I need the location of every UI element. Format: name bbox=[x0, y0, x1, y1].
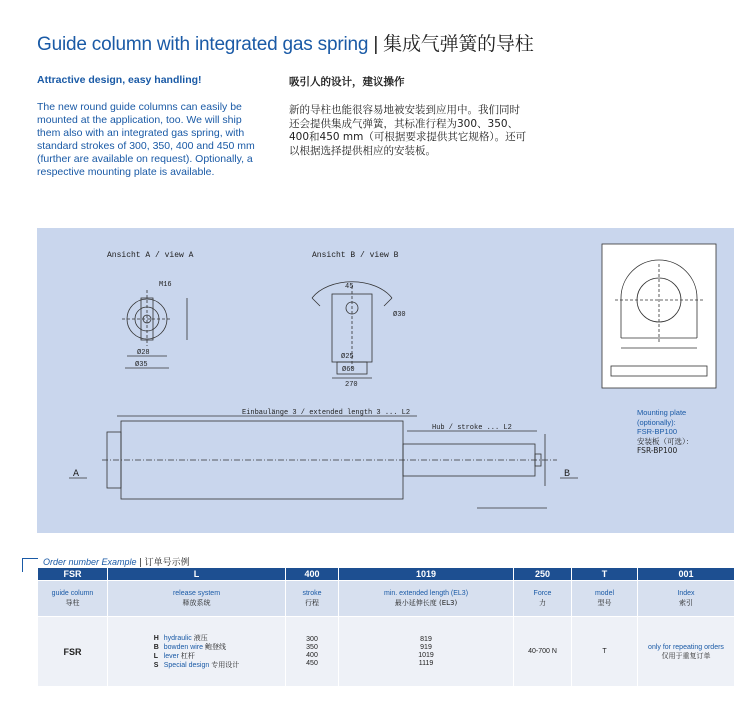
desc-2-cn: 行程 bbox=[305, 598, 319, 607]
view-b-caption: Ansicht B / view B bbox=[312, 251, 399, 260]
release-b-key: B bbox=[153, 643, 159, 651]
dim-extended-length: Einbaulänge 3 / extended length 3 ... L2 bbox=[242, 409, 411, 417]
technical-drawing bbox=[37, 228, 734, 533]
order-desc-row bbox=[38, 581, 735, 617]
order-example-cn: 订单号示例 bbox=[144, 558, 190, 568]
label-b: B bbox=[564, 469, 571, 480]
view-a-caption: Ansicht A / view A bbox=[107, 251, 194, 260]
view-a-d28: Ø28 bbox=[137, 349, 150, 357]
stroke-2: 400 bbox=[306, 651, 318, 659]
mounting-note-cn-1: 安装板（可选）： bbox=[637, 436, 694, 446]
desc-force bbox=[514, 581, 572, 617]
order-values-row bbox=[38, 617, 735, 687]
view-b-d60: Ø60 bbox=[342, 366, 355, 374]
desc-1-en: release system bbox=[172, 590, 221, 597]
desc-0-en: guide column bbox=[51, 590, 94, 597]
intro-cn bbox=[289, 74, 529, 158]
release-l bbox=[154, 652, 239, 661]
val-index bbox=[638, 617, 735, 687]
intro-cn-body: 新的导柱也能很容易地被安装到应用中。我们同时还会提供集成气弹簧，其标准行程为300、350、400和450 mm（可根据要求提供其它规格）。还可以根据选择提供相应的安装板。 bbox=[289, 104, 527, 157]
order-example-en: Order number Example bbox=[43, 557, 137, 567]
title-separator: | bbox=[373, 34, 379, 55]
release-b-cn: 鲍登线 bbox=[205, 642, 226, 651]
index-en: only for repeating orders bbox=[648, 643, 724, 651]
release-h-key: H bbox=[153, 634, 159, 642]
val-force: 40-700 N bbox=[514, 617, 572, 687]
desc-model bbox=[572, 581, 638, 617]
desc-0-cn: 导柱 bbox=[65, 598, 80, 607]
release-b-en: bowden wire bbox=[163, 643, 204, 651]
code-force: 250 bbox=[514, 568, 572, 581]
page-title bbox=[37, 29, 534, 56]
intro-en bbox=[37, 74, 267, 179]
view-b-arc-end-l bbox=[312, 298, 320, 306]
mounting-note-en-3: FSR-BP100 bbox=[637, 427, 678, 436]
desc-1-cn: 释放系统 bbox=[182, 598, 211, 607]
desc-stroke bbox=[286, 581, 339, 617]
val-code: FSR bbox=[38, 617, 108, 687]
release-l-en: lever bbox=[163, 652, 179, 660]
release-list bbox=[154, 634, 239, 670]
length-list bbox=[339, 636, 513, 668]
desc-guide-column bbox=[38, 581, 108, 617]
desc-5-en: model bbox=[594, 590, 615, 597]
desc-6-cn: 索引 bbox=[679, 598, 693, 607]
code-model: T bbox=[572, 568, 638, 581]
length-0: 819 bbox=[420, 635, 432, 643]
desc-index bbox=[638, 581, 735, 617]
release-h-cn: 液压 bbox=[193, 633, 208, 642]
view-b-d30: Ø30 bbox=[393, 311, 406, 319]
val-strokes bbox=[286, 617, 339, 687]
order-example-sep: | bbox=[139, 558, 143, 568]
mounting-note-en-1: Mounting plate bbox=[637, 408, 687, 417]
mounting-note-cn-2: FSR-BP100 bbox=[637, 446, 678, 455]
mounting-note-en-2: (optionally): bbox=[637, 417, 676, 427]
desc-6-en: Index bbox=[677, 590, 695, 597]
code-length: 1019 bbox=[339, 568, 514, 581]
desc-2-en: stroke bbox=[302, 590, 322, 597]
length-2: 1019 bbox=[418, 651, 434, 659]
order-code-row bbox=[38, 568, 735, 581]
release-s bbox=[154, 661, 239, 670]
intro-en-heading: Attractive design, easy handling! bbox=[37, 74, 202, 86]
view-b-270: 270 bbox=[345, 381, 358, 389]
release-b bbox=[154, 643, 239, 652]
release-s-en: Special design bbox=[163, 661, 210, 669]
length-3: 1119 bbox=[418, 659, 434, 667]
view-b-arc-end-r bbox=[384, 298, 392, 306]
view-a-d35: Ø35 bbox=[135, 361, 148, 369]
order-bracket bbox=[22, 558, 38, 572]
release-s-key: S bbox=[153, 661, 159, 669]
release-h-en: hydraulic bbox=[163, 634, 192, 642]
release-h bbox=[154, 634, 239, 643]
val-release bbox=[108, 617, 286, 687]
desc-5-cn: 型号 bbox=[597, 598, 612, 607]
desc-4-en: Force bbox=[533, 590, 552, 597]
desc-4-cn: 力 bbox=[539, 598, 546, 607]
stroke-list bbox=[286, 636, 338, 668]
drawing-svg bbox=[37, 228, 734, 533]
val-lengths bbox=[339, 617, 514, 687]
release-l-cn: 杠杆 bbox=[180, 651, 195, 660]
desc-release-system bbox=[108, 581, 286, 617]
code-stroke: 400 bbox=[286, 568, 339, 581]
title-en: Guide column with integrated gas spring bbox=[37, 34, 369, 55]
code-fsr: FSR bbox=[38, 568, 108, 581]
label-a: A bbox=[73, 469, 80, 480]
view-b-d25: Ø25 bbox=[341, 353, 354, 361]
val-model: T bbox=[572, 617, 638, 687]
mounting-note bbox=[637, 408, 693, 456]
order-table bbox=[37, 567, 735, 687]
intro-cn-heading: 吸引人的设计，建议操作 bbox=[289, 76, 405, 88]
length-1: 919 bbox=[420, 643, 432, 651]
release-s-cn: 专用设计 bbox=[211, 660, 240, 669]
stroke-0: 300 bbox=[306, 635, 318, 643]
desc-min-length bbox=[339, 581, 514, 617]
release-l-key: L bbox=[153, 652, 159, 660]
intro-en-body: The new round guide columns can easily be mounted at the application, too. We will ship them also with an integrated gas spring, with standard strokes of 300, 350, 400 and 450 mm (further are available on request). Optionally, a respective mounting plate is available. bbox=[37, 101, 255, 178]
stroke-1: 350 bbox=[306, 643, 318, 651]
title-cn: 集成气弹簧的导柱 bbox=[383, 34, 534, 55]
dim-stroke: Hub / stroke ... L2 bbox=[432, 424, 512, 432]
desc-3-cn: 最小延伸长度 (EL3) bbox=[394, 598, 458, 607]
index-cn: 仅用于重复订单 bbox=[661, 651, 711, 660]
desc-3-en: min. extended length (EL3) bbox=[383, 590, 469, 597]
code-release: L bbox=[108, 568, 286, 581]
view-a-m16: M16 bbox=[159, 281, 172, 289]
view-b-d45: 45 bbox=[345, 283, 354, 291]
code-index: 001 bbox=[638, 568, 735, 581]
stroke-3: 450 bbox=[306, 659, 318, 667]
